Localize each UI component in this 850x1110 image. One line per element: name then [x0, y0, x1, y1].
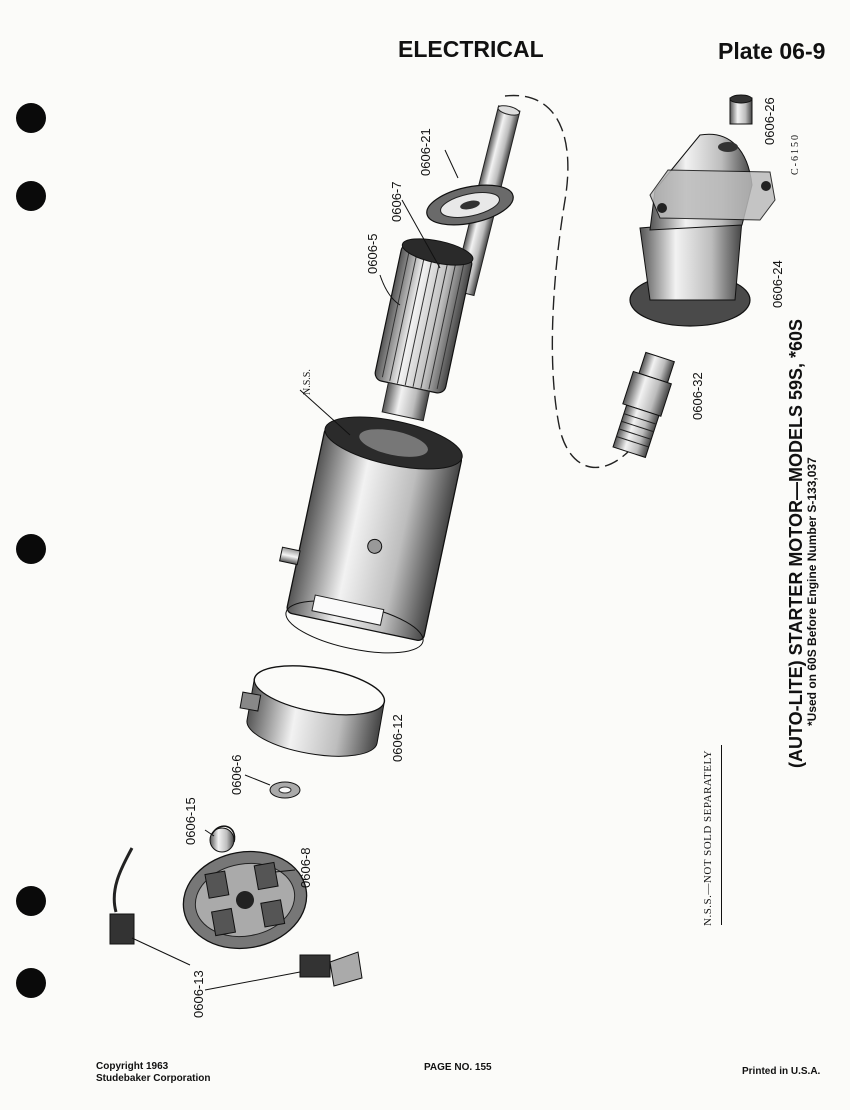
label-0606-21: 0606-21 — [418, 128, 433, 176]
assembly-path-line — [505, 96, 630, 468]
label-0606-24: 0606-24 — [770, 260, 785, 308]
armature — [367, 234, 475, 424]
drive-end-housing — [630, 134, 775, 326]
nss-note: N.S.S.—NOT SOLD SEPARATELY — [702, 749, 714, 926]
drawing-code: C-6150 — [790, 133, 801, 175]
copyright-line-1: Copyright 1963 — [96, 1061, 169, 1072]
nss-note-rule — [721, 745, 722, 925]
page-number: PAGE NO. 155 — [424, 1062, 492, 1073]
label-0606-13: 0606-13 — [191, 970, 206, 1018]
cover-band — [234, 656, 388, 765]
field-frame — [265, 403, 467, 663]
washer — [270, 782, 300, 798]
label-nss: N.S.S. — [302, 369, 313, 395]
copyright-line-2: Studebaker Corporation — [96, 1073, 211, 1084]
label-0606-12: 0606-12 — [390, 714, 405, 762]
plate-title: (AUTO-LITE) STARTER MOTOR—MODELS 59S, *60S — [786, 318, 806, 768]
label-0606-5: 0606-5 — [365, 233, 380, 274]
thrust-washer — [423, 178, 517, 232]
starter-drive — [609, 351, 678, 458]
brush-lead-lower — [300, 952, 362, 986]
label-0606-7: 0606-7 — [389, 181, 404, 222]
printed-in: Printed in U.S.A. — [742, 1066, 821, 1077]
bushing — [730, 95, 752, 124]
label-0606-15: 0606-15 — [183, 797, 198, 845]
brush-lead-upper — [110, 848, 134, 944]
plate-number: Plate 06-9 — [718, 38, 826, 64]
label-0606-26: 0606-26 — [762, 97, 777, 145]
plate-subtitle: *Used on 60S Before Engine Number S-133,037 — [805, 457, 819, 726]
commutator-end-plate — [176, 842, 315, 958]
label-0606-32: 0606-32 — [690, 372, 705, 420]
label-0606-6: 0606-6 — [229, 754, 244, 795]
brush-spring — [210, 826, 235, 852]
section-title: ELECTRICAL — [398, 36, 544, 62]
label-0606-8: 0606-8 — [298, 847, 313, 888]
copyright — [96, 1061, 210, 1085]
